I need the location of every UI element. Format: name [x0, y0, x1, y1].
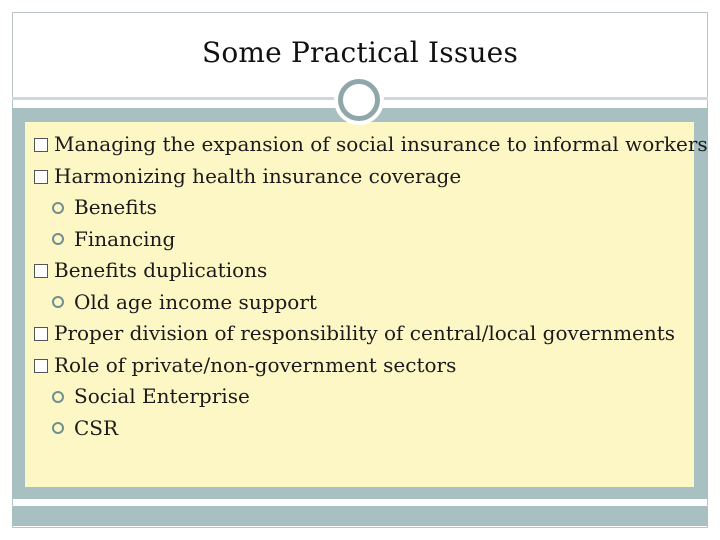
bullet-text: Proper division of responsibility of central/local governments	[54, 321, 676, 345]
bullet-text: Financing	[74, 226, 176, 251]
ring-bullet-icon	[52, 422, 64, 434]
ring-bullet-icon	[52, 391, 64, 403]
ring-bullet-icon	[52, 296, 64, 308]
bullet-text: Managing the expansion of social insurance to informal workers	[54, 132, 708, 156]
bullet-text: Old age income support	[74, 289, 317, 314]
bullet-item	[34, 350, 708, 382]
checkbox-bullet-icon	[34, 264, 48, 278]
checkbox-bullet-icon	[34, 170, 48, 184]
sub-bullet-item	[34, 287, 708, 319]
sub-bullet-item	[34, 192, 708, 224]
sub-bullet-item	[34, 381, 708, 413]
slide-title: Some Practical Issues	[201, 36, 519, 69]
sub-bullet-item	[34, 413, 708, 445]
bullet-item	[34, 318, 708, 350]
bullet-text: Role of private/non-government sectors	[54, 352, 457, 377]
bullet-item	[34, 129, 708, 161]
bullet-list	[34, 129, 708, 444]
checkbox-bullet-icon	[34, 138, 48, 152]
bullet-text: Benefits duplications	[54, 258, 268, 282]
bullet-text: Harmonizing health insurance coverage	[54, 163, 462, 188]
sub-bullet-item	[34, 224, 708, 256]
bullet-text: Social Enterprise	[74, 384, 250, 408]
ring-bullet-icon	[52, 233, 64, 245]
bullet-item	[34, 161, 708, 193]
bullet-item	[34, 255, 708, 287]
ring-bullet-icon	[52, 202, 64, 214]
checkbox-bullet-icon	[34, 359, 48, 373]
footer-band	[12, 506, 708, 526]
checkbox-bullet-icon	[34, 327, 48, 341]
bullet-text: CSR	[74, 415, 119, 440]
bullet-text: Benefits	[74, 195, 157, 219]
divider-ornament-circle	[338, 79, 380, 121]
